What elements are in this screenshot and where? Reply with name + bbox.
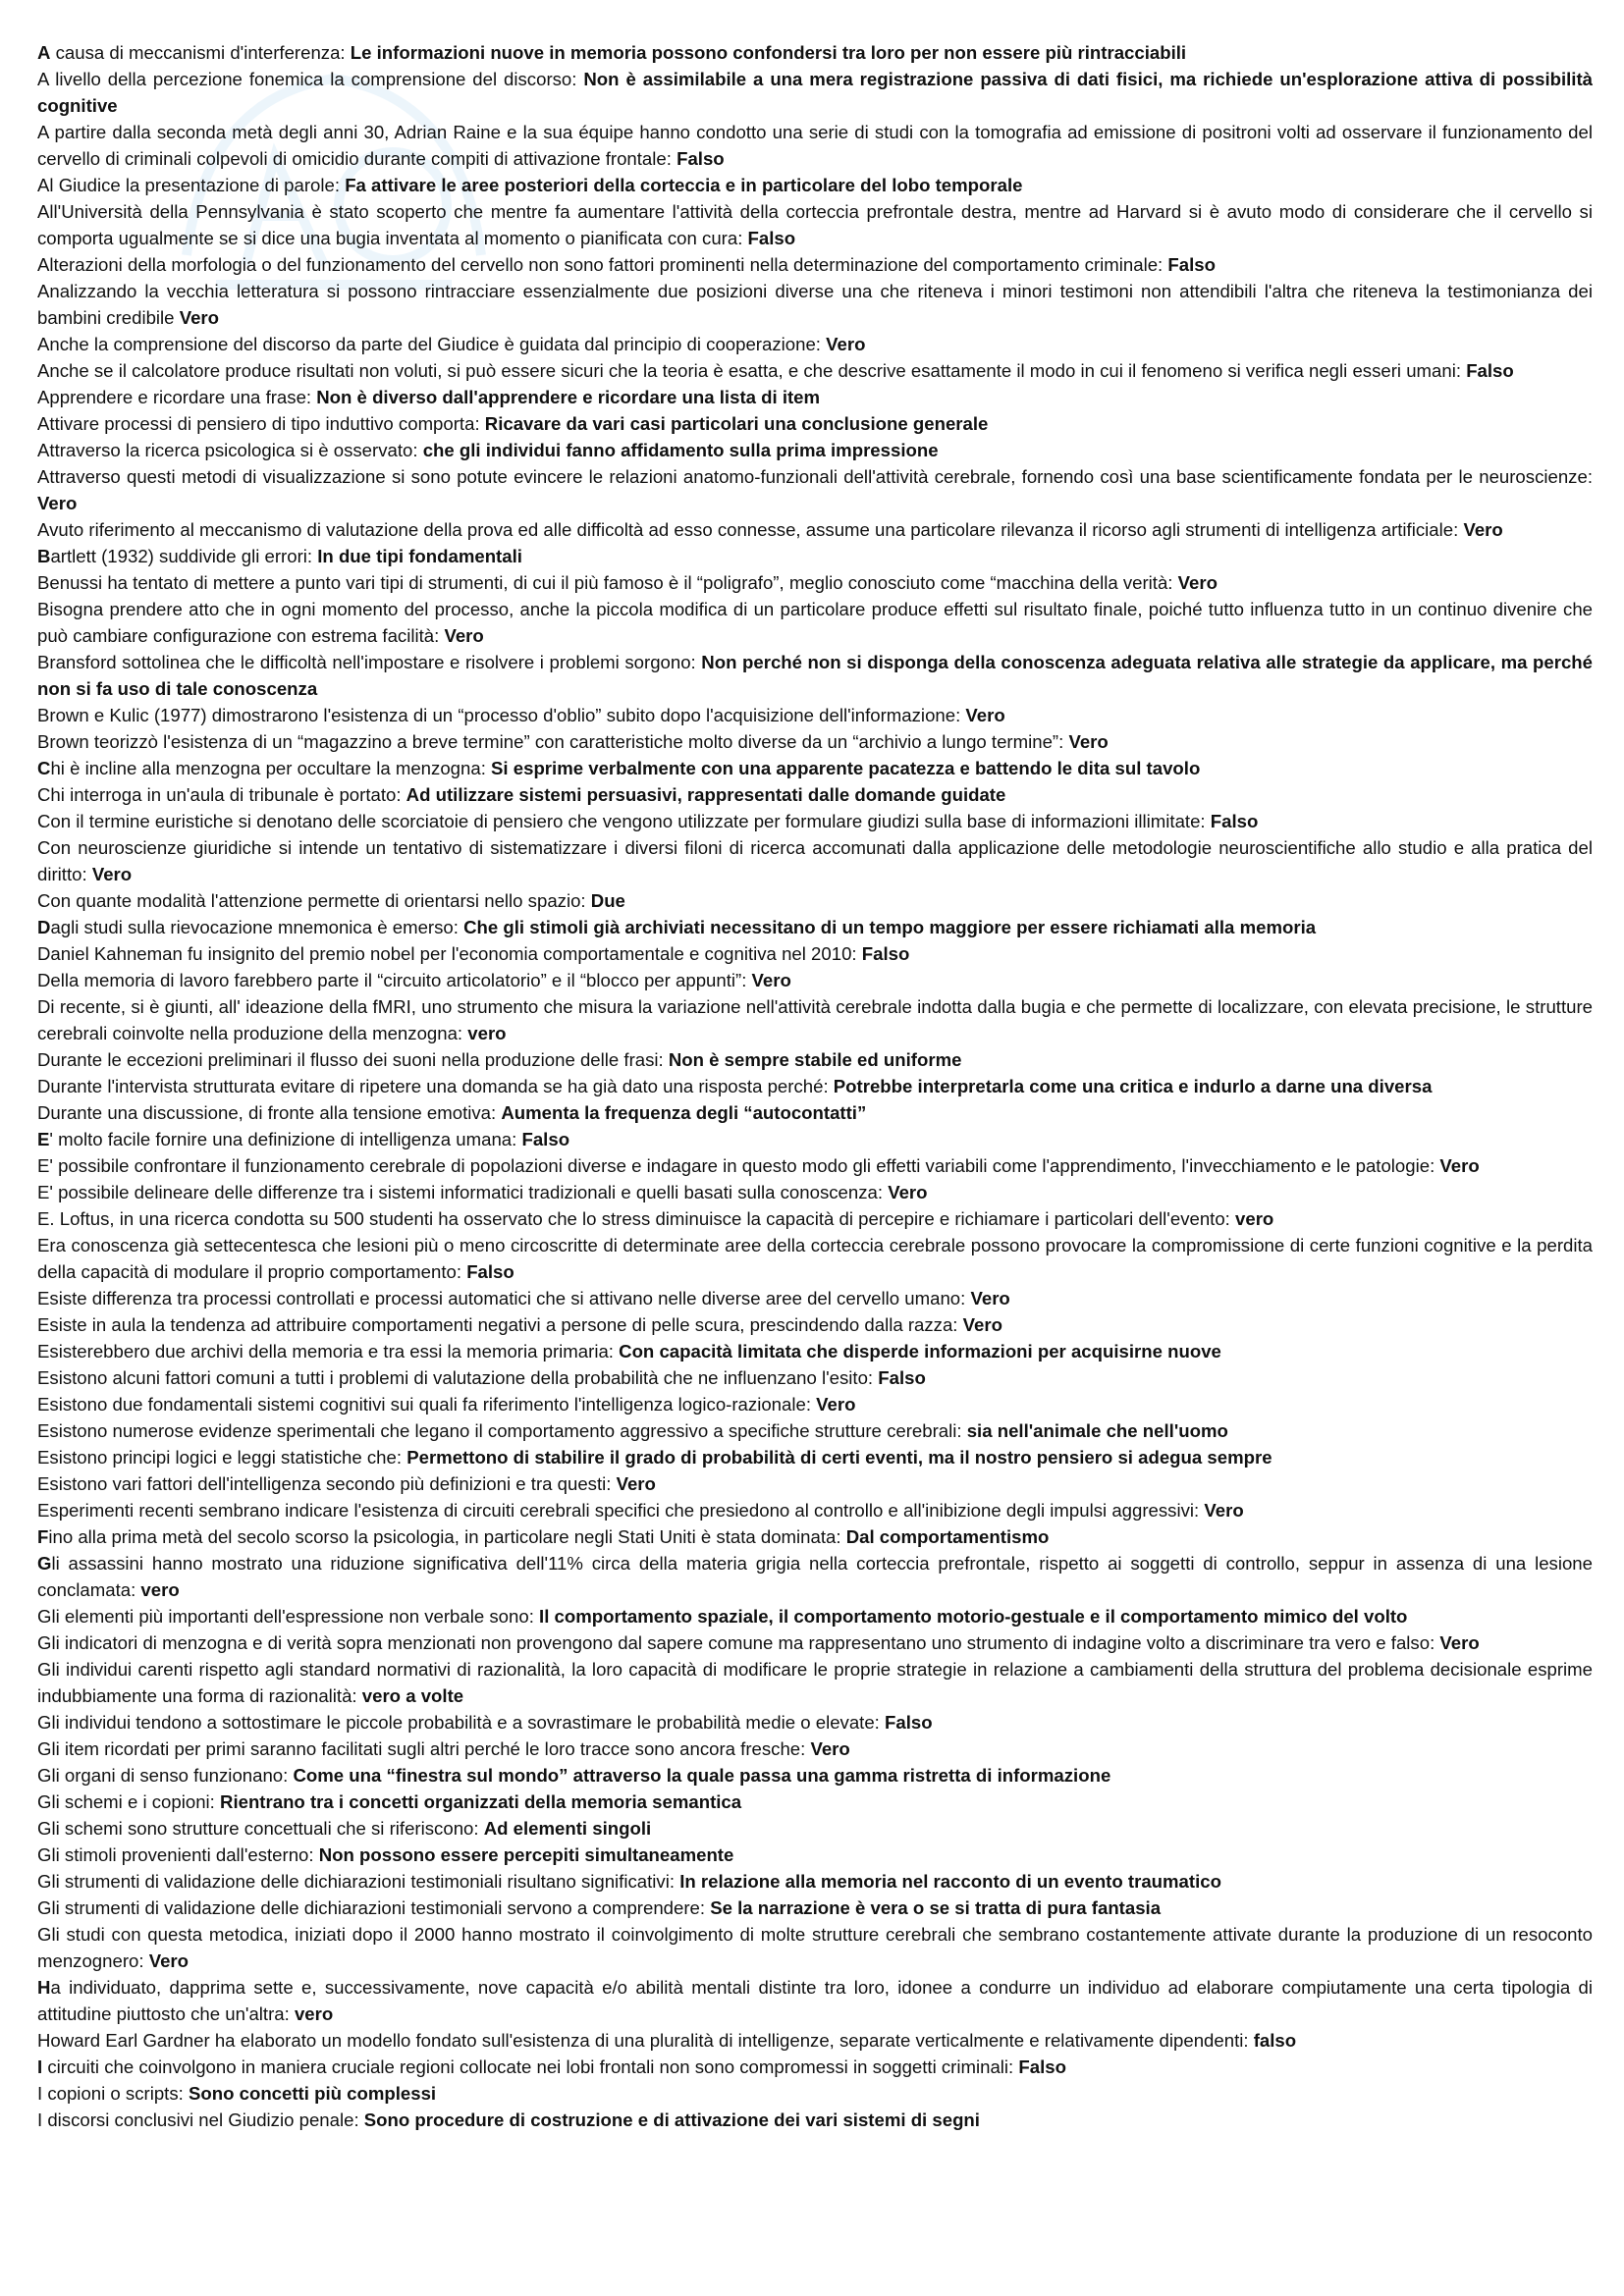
qa-entry [37,1364,1593,1391]
qa-entry [37,39,1593,66]
qa-entry [37,278,1593,331]
qa-entry [37,1550,1593,1603]
qa-entry [37,410,1593,437]
answer-text: Falso [677,148,725,169]
answer-text: falso [1253,2030,1297,2051]
qa-entry [37,596,1593,649]
qa-entry [37,2054,1593,2080]
answer-text: Vero [810,1738,850,1759]
question-text: Gli studi con questa metodica, iniziati dopo il 2000 hanno mostrato il coinvolgimento di molte strutture cerebrali che sembrano costantemente attivate durante la produzione di un resoconto menzognero: [37,1924,1593,1971]
qa-entry [37,1232,1593,1285]
qa-entry [37,2027,1593,2054]
answer-text: Falso [861,943,910,964]
answer-text: Vero [826,334,866,354]
qa-entry [37,1842,1593,1868]
answer-text: Come una “finestra sul mondo” attraverso la quale passa una gamma ristretta di informazione [293,1765,1111,1786]
answer-text: Vero [1463,519,1503,540]
question-text: Esistono principi logici e leggi statistiche che: [37,1447,407,1468]
question-text: Avuto riferimento al meccanismo di valutazione della prova ed alle difficoltà ad esso connesse, assume una particolare rilevanza il ricorso agli strumenti di intelligenza artificiale: [37,519,1464,540]
question-text: Di recente, si è giunti, all' ideazione della fMRI, uno strumento che misura la variazione nell'attività cerebrale indotta dalla bugia e che permette di localizzare, con elevata precisione, le strutture cerebrali coinvolte nella produzione della menzogna: [37,996,1593,1043]
qa-entry [37,1762,1593,1789]
answer-text: Ad utilizzare sistemi persuasivi, rappresentati dalle domande guidate [406,784,1006,805]
answer-text: In relazione alla memoria nel racconto di un evento traumatico [679,1871,1221,1892]
question-text: Durante le eccezioni preliminari il flusso dei suoni nella produzione delle frasi: [37,1049,669,1070]
answer-text: Non è assimilabile a una mera registrazione passiva di dati fisici, ma richiede un'esplorazione attiva di possibilità cognitive [37,69,1594,116]
answer-text: Falso [521,1129,570,1149]
initial-letter: C [37,758,51,778]
qa-entry [37,1974,1593,2027]
answer-text: Vero [970,1288,1010,1308]
question-text: Esistono vari fattori dell'intelligenza secondo più definizioni e tra questi: [37,1473,617,1494]
question-text: Fino alla prima metà del secolo scorso la psicologia, in particolare negli Stati Uniti è stata dominata: [37,1526,846,1547]
answer-text: Vero [888,1182,928,1202]
question-text: All'Università della Pennsylvania è stato scoperto che mentre fa aumentare l'attività della corteccia prefrontale destra, mentre ad Harvard si è avuto modo di considerare che il cervello si comporta ugualmente se si dice una bugia inventata al momento o pianificata con cura: [37,201,1593,248]
answer-text: Falso [1167,254,1216,275]
question-text: E' possibile delineare delle differenze tra i sistemi informatici tradizionali e quelli basati sulla conoscenza: [37,1182,889,1202]
answer-text: Vero [148,1950,189,1971]
answer-text: Vero [962,1314,1002,1335]
answer-text: Non possono essere percepiti simultaneamente [318,1844,734,1865]
question-text: Esisterebbero due archivi della memoria e tra essi la memoria primaria: [37,1341,620,1362]
qa-entry [37,569,1593,596]
qa-entry [37,119,1593,172]
qa-entry [37,1417,1593,1444]
question-text: Howard Earl Gardner ha elaborato un modello fondato sull'esistenza di una pluralità di intelligenze, separate verticalmente e relativamente dipendenti: [37,2030,1254,2051]
answer-text: Vero [616,1473,656,1494]
question-text: I discorsi conclusivi nel Giudizio penale: [37,2109,364,2130]
question-text: Chi è incline alla menzogna per occultare la menzogna: [37,758,492,778]
qa-entry [37,1735,1593,1762]
answer-text: Falso [1466,360,1514,381]
qa-entry [37,1789,1593,1815]
question-text: Esperimenti recenti sembrano indicare l'esistenza di circuiti cerebrali specifici che presiedono al controllo e all'inibizione degli impulsi aggressivi: [37,1500,1205,1521]
question-text: Daniel Kahneman fu insignito del premio nobel per l'economia comportamentale e cognitiva nel 2010: [37,943,862,964]
answer-text: vero [294,2003,334,2024]
answer-text: Il comportamento spaziale, il comportamento motorio-gestuale e il comportamento mimico del volto [539,1606,1408,1627]
answer-text: Con capacità limitata che disperde informazioni per acquisirne nuove [619,1341,1221,1362]
question-text: Gli elementi più importanti dell'espressione non verbale sono: [37,1606,540,1627]
question-text: I copioni o scripts: [37,2083,189,2104]
answer-text: Se la narrazione è vera o se si tratta di pura fantasia [710,1897,1162,1918]
question-text: Bartlett (1932) suddivide gli errori: [37,546,318,566]
answer-text: Vero [816,1394,856,1415]
qa-entry [37,1523,1593,1550]
qa-entry [37,463,1593,516]
question-text: Esistono due fondamentali sistemi cognitivi sui quali fa riferimento l'intelligenza logico-razionale: [37,1394,817,1415]
qa-entry [37,1073,1593,1099]
qa-entry [37,1205,1593,1232]
answer-text: Vero [1177,572,1218,593]
qa-entry [37,1285,1593,1311]
question-text: A livello della percezione fonemica la comprensione del discorso: [37,69,584,89]
question-text: Bisogna prendere atto che in ogni momento del processo, anche la piccola modifica di un particolare produce effetti sul risultato finale, poiché tutto influenza tutto in un continuo divenire che può cambiare configurazione con estrema facilità: [37,599,1593,646]
answer-text: Vero [965,705,1005,725]
question-text: Ha individuato, dapprima sette e, successivamente, nove capacità e/o abilità mentali distinte tra loro, idonee a condurre un individuo ad elaborare compiutamente una certa tipologia di attitudine piuttosto che un'altra: [37,1977,1593,2024]
qa-entry [37,781,1593,808]
question-text: Gli schemi sono strutture concettuali che si riferiscono: [37,1818,484,1839]
qa-entry [37,702,1593,728]
question-text: Alterazioni della morfologia o del funzionamento del cervello non sono fattori prominenti nella determinazione del comportamento criminale: [37,254,1168,275]
answer-text: Si esprime verbalmente con una apparente pacatezza e battendo le dita sul tavolo [491,758,1201,778]
qa-entry [37,1603,1593,1629]
question-text: Analizzando la vecchia letteratura si possono rintracciare essenzialmente due posizioni diverse una che riteneva i minori testimoni non attendibili l'altra che riteneva la testimonianza dei bambini credibile [37,281,1593,328]
answer-text: Aumenta la frequenza degli “autocontatti” [501,1102,867,1123]
answer-text: Falso [747,228,796,248]
qa-entry [37,1391,1593,1417]
qa-entry [37,1338,1593,1364]
qa-entry [37,1895,1593,1921]
question-text: A causa di meccanismi d'interferenza: [37,42,351,63]
answer-text: Non perché non si disponga della conoscenza adeguata relativa alle strategie da applicare, ma perché non si fa uso di tale conoscenza [37,652,1593,699]
qa-entry [37,516,1593,543]
question-text: Al Giudice la presentazione di parole: [37,175,346,195]
initial-letter: A [37,42,51,63]
answer-text: Vero [1439,1155,1480,1176]
qa-entry [37,834,1593,887]
qa-entry [37,251,1593,278]
answer-text: vero [1235,1208,1274,1229]
answer-text: Che gli stimoli già archiviati necessitano di un tempo maggiore per essere richiamati alla memoria [463,917,1317,937]
initial-letter: I [37,2056,43,2077]
answer-text: vero a volte [361,1685,464,1706]
answer-text: Dal comportamentismo [845,1526,1050,1547]
question-text: Gli individui carenti rispetto agli standard normativi di razionalità, la loro capacità di modificare le proprie strategie in relazione a cambiamenti della struttura del problema decisionale esprime indubbiamente una forma di razionalità: [37,1659,1593,1706]
qa-entry [37,967,1593,993]
question-text: Gli organi di senso funzionano: [37,1765,294,1786]
question-text: Gli assassini hanno mostrato una riduzione significativa dell'11% circa della materia grigia nella corteccia prefrontale, rispetto ai soggetti di controllo, seppur in assenza di una lesione conclamata: [37,1553,1593,1600]
qa-entry [37,940,1593,967]
answer-text: Ad elementi singoli [483,1818,652,1839]
qa-entry [37,728,1593,755]
question-text: Gli strumenti di validazione delle dichiarazioni testimoniali risultano significativi: [37,1871,680,1892]
question-text: A partire dalla seconda metà degli anni 30, Adrian Raine e la sua équipe hanno condotto una serie di studi con la tomografia ad emissione di positroni volti ad osservare il funzionamento del cervello di criminali colpevoli di omicidio durante compiti di attivazione frontale: [37,122,1593,169]
question-text: Apprendere e ricordare una frase: [37,387,317,407]
initial-letter: D [37,917,51,937]
question-text: Brown teorizzò l'esistenza di un “magazzino a breve termine” con caratteristiche molto diverse da un “archivio a lungo termine”: [37,731,1069,752]
answer-text: Non è diverso dall'apprendere e ricordare una lista di item [316,387,821,407]
qa-entry [37,66,1593,119]
qa-entry [37,887,1593,914]
answer-text: Vero [1068,731,1109,752]
qa-entry [37,1656,1593,1709]
answer-text: Vero [751,970,791,990]
question-text: Gli strumenti di validazione delle dichiarazioni testimoniali servono a comprendere: [37,1897,711,1918]
question-text: E' molto facile fornire una definizione di intelligenza umana: [37,1129,522,1149]
question-text: Attivare processi di pensiero di tipo induttivo comporta: [37,413,485,434]
question-text: Con neuroscienze giuridiche si intende un tentativo di sistematizzare i diversi filoni di ricerca accomunati dalla applicazione delle metodologie neuroscientifiche allo studio e alla pratica del diritto: [37,837,1593,884]
question-text: E. Loftus, in una ricerca condotta su 500 studenti ha osservato che lo stress diminuisce la capacità di percepire e richiamare i particolari dell'evento: [37,1208,1236,1229]
qa-entry [37,357,1593,384]
qa-entry [37,808,1593,834]
qa-entry [37,1470,1593,1497]
question-text: I circuiti che coinvolgono in maniera cruciale regioni collocate nei lobi frontali non sono compromessi in soggetti criminali: [37,2056,1019,2077]
qa-entry [37,198,1593,251]
question-text: Dagli studi sulla rievocazione mnemonica è emerso: [37,917,464,937]
answer-text: In due tipi fondamentali [317,546,522,566]
answer-text: Sono concetti più complessi [188,2083,437,2104]
answer-text: Potrebbe interpretarla come una critica e indurlo a darne una diversa [833,1076,1433,1096]
qa-entry [37,755,1593,781]
question-text: E' possibile confrontare il funzionamento cerebrale di popolazioni diverse e indagare in questo modo gli effetti variabili come l'apprendimento, l'invecchiamento e le patologie: [37,1155,1440,1176]
qa-entry [37,649,1593,702]
question-text: Della memoria di lavoro farebbero parte il “circuito articolatorio” e il “blocco per appunti”: [37,970,752,990]
qa-entry [37,384,1593,410]
question-text: Gli stimoli provenienti dall'esterno: [37,1844,319,1865]
answer-text: Falso [885,1712,933,1733]
qa-entry [37,1709,1593,1735]
question-text: Brown e Kulic (1977) dimostrarono l'esistenza di un “processo d'oblio” subito dopo l'acquisizione dell'informazione: [37,705,966,725]
answer-text: Sono procedure di costruzione e di attivazione dei vari sistemi di segni [363,2109,980,2130]
qa-entry [37,1868,1593,1895]
qa-entry [37,437,1593,463]
question-text: Esiste differenza tra processi controllati e processi automatici che si attivano nelle diverse aree del cervello umano: [37,1288,971,1308]
answer-text: Due [590,890,625,911]
document-page [37,39,1593,2133]
answer-text: Vero [1439,1632,1480,1653]
answer-text: Vero [91,864,133,884]
qa-entry [37,1311,1593,1338]
question-text: Esiste in aula la tendenza ad attribuire comportamenti negativi a persone di pelle scura, prescindendo dalla razza: [37,1314,963,1335]
answer-text: Rientrano tra i concetti organizzati della memoria semantica [220,1791,742,1812]
qa-entry [37,1921,1593,1974]
qa-entry [37,1629,1593,1656]
answer-text: Falso [1210,811,1259,831]
answer-text: vero [467,1023,507,1043]
qa-entry [37,2107,1593,2133]
question-text: Esistono alcuni fattori comuni a tutti i problemi di valutazione della probabilità che ne influenzano l'esito: [37,1367,879,1388]
question-text: Anche se il calcolatore produce risultati non voluti, si può essere sicuri che la teoria è esatta, e che descrive esattamente il modo in cui il fenomeno si verifica negli esseri umani: [37,360,1467,381]
question-text: Durante una discussione, di fronte alla tensione emotiva: [37,1102,502,1123]
question-text: Gli schemi e i copioni: [37,1791,221,1812]
question-text: Anche la comprensione del discorso da parte del Giudice è guidata dal principio di cooperazione: [37,334,827,354]
question-text: Gli indicatori di menzogna e di verità sopra menzionati non provengono dal sapere comune ma rappresentano uno strumento di indagine volto a discriminare tra vero e falso: [37,1632,1440,1653]
qa-entry [37,543,1593,569]
qa-entry [37,993,1593,1046]
question-text: Con quante modalità l'attenzione permette di orientarsi nello spazio: [37,890,591,911]
answer-text: Permettono di stabilire il grado di probabilità di certi eventi, ma il nostro pensiero si adegua sempre [406,1447,1272,1468]
question-text: Gli item ricordati per primi saranno facilitati sugli altri perché le loro tracce sono ancora fresche: [37,1738,811,1759]
question-text: Durante l'intervista strutturata evitare di ripetere una domanda se ha già dato una risposta perché: [37,1076,834,1096]
answer-text: Vero [444,625,484,646]
answer-text: Falso [878,1367,926,1388]
qa-entry [37,1046,1593,1073]
answer-text: che gli individui fanno affidamento sulla prima impressione [422,440,939,460]
answer-text: sia nell'animale che nell'uomo [966,1420,1228,1441]
qa-entry [37,1815,1593,1842]
initial-letter: G [37,1553,52,1574]
question-text: Gli individui tendono a sottostimare le piccole probabilità e a sovrastimare le probabilità medie o elevate: [37,1712,886,1733]
answer-text: Vero [1204,1500,1244,1521]
question-text: Era conoscenza già settecentesca che lesioni più o meno circoscritte di determinate aree della corteccia cerebrale possono provocare la compromissione di certe funzioni cognitive e la perdita della capacità di modulare il proprio comportamento: [37,1235,1593,1282]
qa-entry [37,1152,1593,1179]
answer-text: Falso [1018,2056,1066,2077]
initial-letter: B [37,546,51,566]
qa-entry [37,331,1593,357]
initial-letter: H [37,1977,51,1998]
question-text: Con il termine euristiche si denotano delle scorciatoie di pensiero che vengono utilizzate per formulare giudizi sulla base di informazioni illimitate: [37,811,1211,831]
answer-text: Vero [37,493,78,513]
question-text: Bransford sottolinea che le difficoltà nell'impostare e risolvere i problemi sorgono: [37,652,702,672]
question-text: Attraverso questi metodi di visualizzazione si sono potute evincere le relazioni anatomo-funzionali dell'attività cerebrale, fornendo così una base scientificamente fondata per le neuroscienze: [37,466,1593,487]
qa-entry [37,1179,1593,1205]
answer-text: Le informazioni nuove in memoria possono confondersi tra loro per non essere più rintracciabili [350,42,1187,63]
answer-text: Vero [179,307,220,328]
qa-entry [37,1444,1593,1470]
answer-text: Falso [466,1261,514,1282]
question-text: Attraverso la ricerca psicologica si è osservato: [37,440,423,460]
qa-entry [37,2080,1593,2107]
answer-text: Fa attivare le aree posteriori della corteccia e in particolare del lobo temporale [345,175,1023,195]
qa-entry [37,1099,1593,1126]
question-text: Esistono numerose evidenze sperimentali che legano il comportamento aggressivo a specifiche strutture cerebrali: [37,1420,967,1441]
answer-text: Ricavare da vari casi particolari una conclusione generale [484,413,989,434]
initial-letter: E [37,1129,50,1149]
answer-text: vero [140,1579,180,1600]
initial-letter: F [37,1526,49,1547]
qa-entry [37,914,1593,940]
qa-entry [37,1497,1593,1523]
answer-text: Non è sempre stabile ed uniforme [668,1049,962,1070]
qa-entry [37,172,1593,198]
qa-entry [37,1126,1593,1152]
question-text: Chi interroga in un'aula di tribunale è portato: [37,784,406,805]
question-text: Benussi ha tentato di mettere a punto vari tipi di strumenti, di cui il più famoso è il “poligrafo”, meglio conosciuto come “macchina della verità: [37,572,1178,593]
